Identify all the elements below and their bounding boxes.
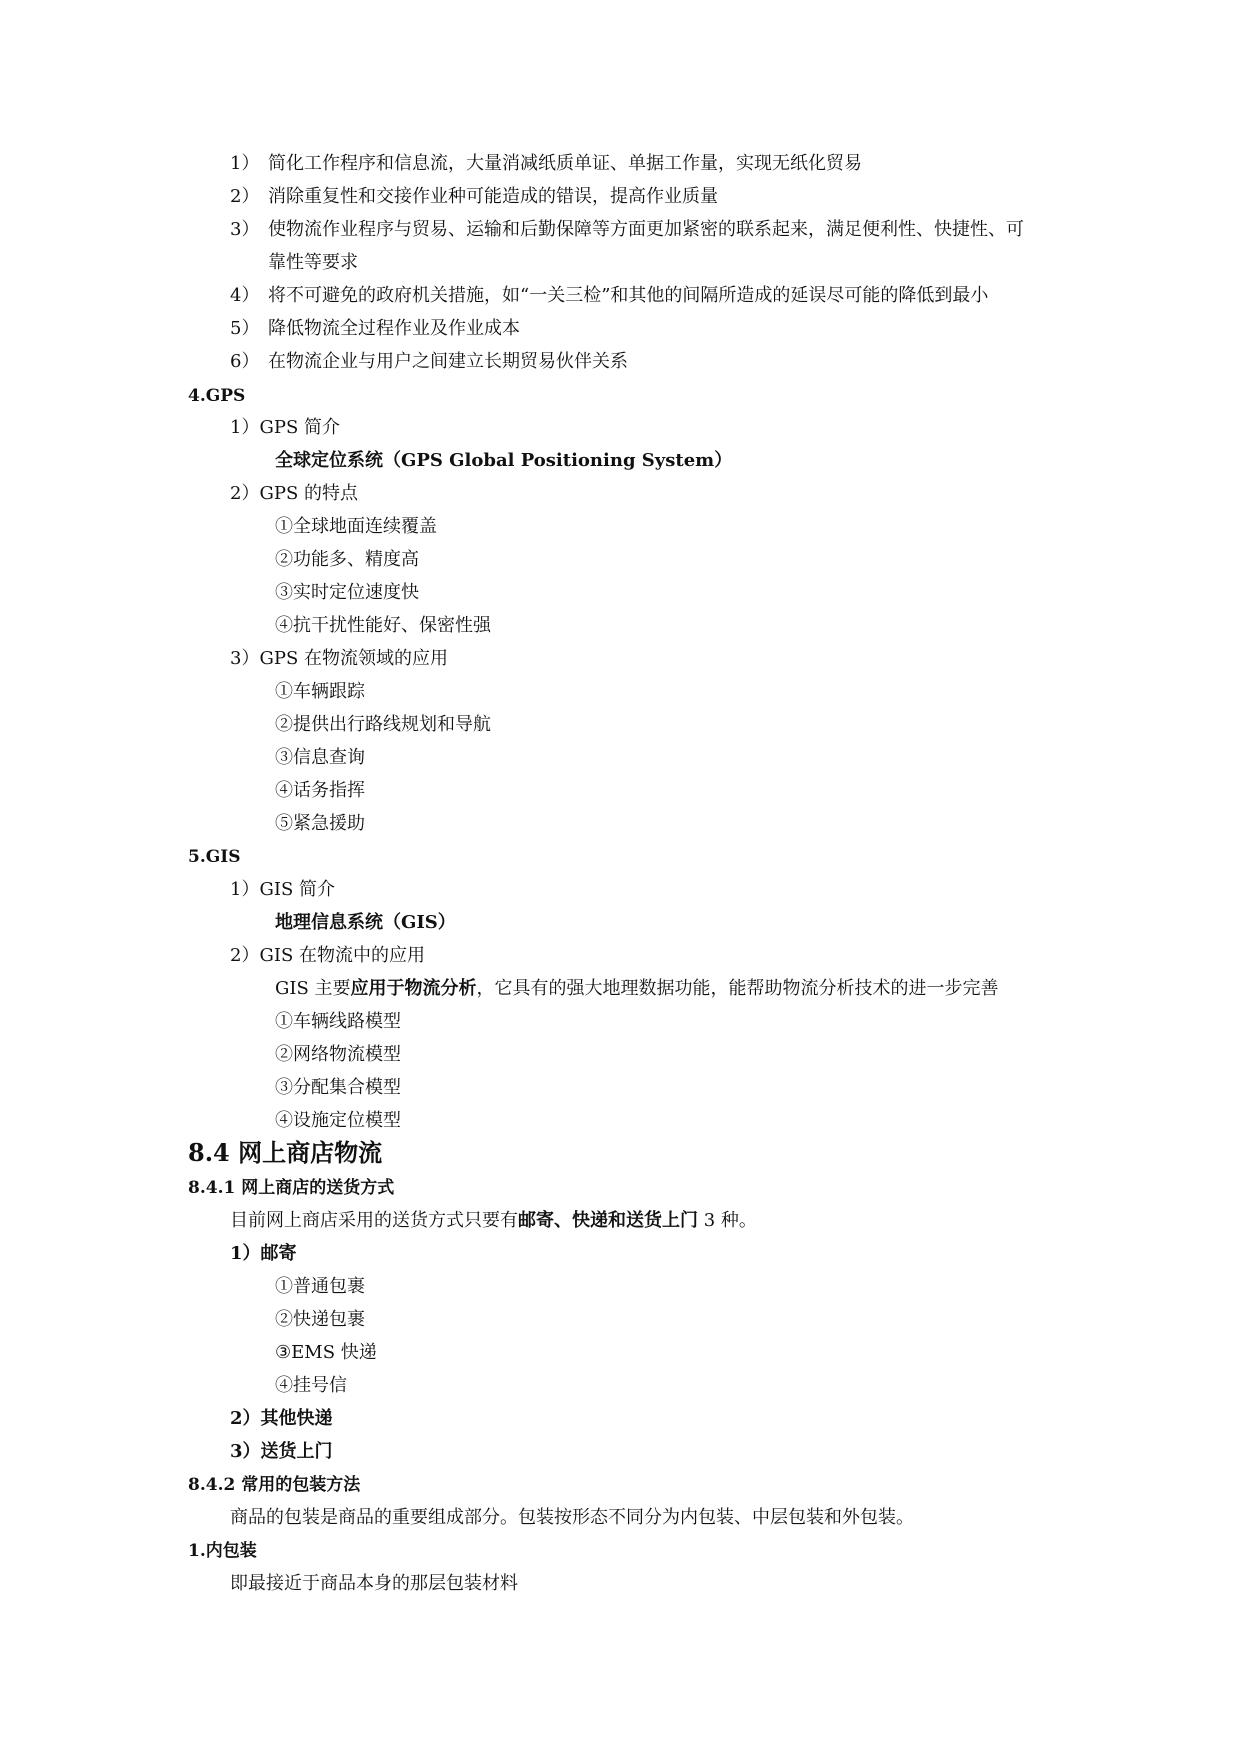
list-item: 4） 将不可避免的政府机关措施，如“一关三检”和其他的间隔所造成的延误尽可能的降低到最小 — [230, 285, 989, 306]
list-item: ⑤紧急援助 — [275, 813, 365, 834]
subsection-title: 8.4.1 网上商店的送货方式 — [188, 1178, 395, 1198]
list-item: ①车辆跟踪 — [275, 681, 365, 702]
list-item: 2） 消除重复性和交接作业种可能造成的错误，提高作业质量 — [230, 186, 718, 207]
list-item: ③实时定位速度快 — [275, 582, 419, 603]
list-item: ①普通包裹 — [275, 1276, 365, 1297]
list-item: ③分配集合模型 — [275, 1077, 401, 1098]
list-item: 3） 使物流作业程序与贸易、运输和后勤保障等方面更加紧密的联系起来，满足便利性、快捷性、可 — [230, 219, 1024, 240]
list-item: ②快递包裹 — [275, 1309, 365, 1330]
list-item: 1） 简化工作程序和信息流，大量消减纸质单证、单据工作量，实现无纸化贸易 — [230, 153, 862, 174]
gps-intro-title: 1）GPS 简介 — [230, 417, 340, 438]
list-item: 5） 降低物流全过程作业及作业成本 — [230, 318, 520, 339]
list-item: 靠性等要求 — [268, 252, 358, 273]
list-item: ①车辆线路模型 — [275, 1011, 401, 1032]
paragraph: 商品的包装是商品的重要组成部分。包装按形态不同分为内包装、中层包装和外包装。 — [230, 1507, 914, 1528]
gps-apps-title: 3）GPS 在物流领域的应用 — [230, 648, 448, 669]
list-item: ②网络物流模型 — [275, 1044, 401, 1065]
list-item: ②功能多、精度高 — [275, 549, 419, 570]
list-item: ③EMS 快递 — [275, 1342, 377, 1363]
list-item: ④话务指挥 — [275, 780, 365, 801]
list-item: ①全球地面连续覆盖 — [275, 516, 437, 537]
section-title: 8.4 网上商店物流 — [188, 1138, 383, 1167]
list-item: ④设施定位模型 — [275, 1110, 401, 1131]
list-item: ④挂号信 — [275, 1375, 347, 1396]
gis-intro-text: 地理信息系统（GIS） — [275, 912, 456, 933]
list-item: ②提供出行路线规划和导航 — [275, 714, 491, 735]
gps-intro-text: 全球定位系统（GPS Global Positioning System） — [275, 450, 733, 471]
gis-description: GIS 主要应用于物流分析，它具有的强大地理数据功能，能帮助物流分析技术的进一步完善 — [275, 978, 999, 999]
list-item: ③信息查询 — [275, 747, 365, 768]
list-item: ④抗干扰性能好、保密性强 — [275, 615, 491, 636]
gis-apps-title: 2）GIS 在物流中的应用 — [230, 945, 425, 966]
gps-heading: 4.GPS — [188, 386, 246, 406]
inner-packaging-title: 1.内包装 — [188, 1541, 257, 1561]
mail-title: 1）邮寄 — [230, 1243, 297, 1264]
paragraph: 即最接近于商品本身的那层包装材料 — [230, 1573, 518, 1594]
subsection-title: 8.4.2 常用的包装方法 — [188, 1475, 361, 1495]
gps-features-title: 2）GPS 的特点 — [230, 483, 358, 504]
express-title: 2）其他快递 — [230, 1408, 333, 1429]
list-item: 6） 在物流企业与用户之间建立长期贸易伙伴关系 — [230, 351, 628, 372]
gis-intro-title: 1）GIS 简介 — [230, 879, 335, 900]
gis-heading: 5.GIS — [188, 847, 241, 867]
paragraph: 目前网上商店采用的送货方式只要有邮寄、快递和送货上门 3 种。 — [230, 1210, 757, 1231]
door-delivery-title: 3）送货上门 — [230, 1441, 333, 1462]
